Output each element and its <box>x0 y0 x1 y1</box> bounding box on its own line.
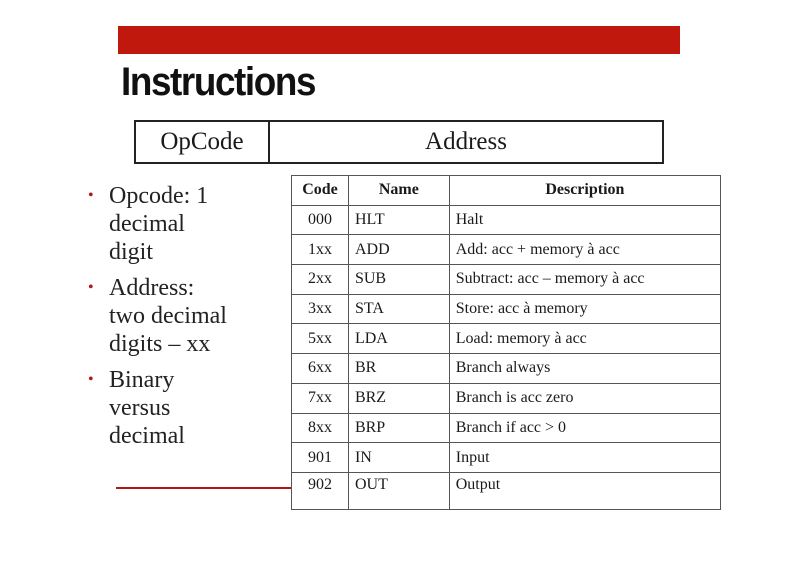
bullet-text: Binary versus decimal <box>109 367 185 449</box>
cell-name: SUB <box>348 265 449 295</box>
header-description: Description <box>449 176 720 206</box>
bullet-text: Opcode: 1 decimal digit <box>109 183 209 265</box>
format-opcode-cell: OpCode <box>136 122 270 162</box>
table-row <box>292 413 721 443</box>
cell-name: OUT <box>348 472 449 509</box>
cell-description: Branch if acc > 0 <box>449 413 720 443</box>
cell-code: 6xx <box>292 354 349 384</box>
bullet-dot-icon: • <box>88 187 94 204</box>
table-row <box>292 354 721 384</box>
cell-description: Store: acc à memory <box>449 294 720 324</box>
instruction-table <box>291 175 721 510</box>
slide-title: Instructions <box>121 60 316 104</box>
cell-code: 8xx <box>292 413 349 443</box>
table-row <box>292 443 721 473</box>
cell-description: Add: acc + memory à acc <box>449 235 720 265</box>
cell-code: 1xx <box>292 235 349 265</box>
bullet-item <box>88 274 288 358</box>
cell-description: Output <box>449 472 720 509</box>
table-row <box>292 205 721 235</box>
cell-name: ADD <box>348 235 449 265</box>
bullet-item <box>88 366 288 450</box>
cell-code: 000 <box>292 205 349 235</box>
bullet-text: Address: two decimal digits – xx <box>109 275 227 357</box>
format-address-cell: Address <box>425 128 507 155</box>
title-accent-bar <box>118 26 680 54</box>
table-row <box>292 383 721 413</box>
table-row <box>292 472 721 509</box>
cell-code: 7xx <box>292 383 349 413</box>
header-name: Name <box>348 176 449 206</box>
table-row <box>292 294 721 324</box>
bullet-dot-icon: • <box>88 279 94 296</box>
cell-code: 5xx <box>292 324 349 354</box>
cell-description: Subtract: acc – memory à acc <box>449 265 720 295</box>
cell-description: Branch always <box>449 354 720 384</box>
cell-code: 902 <box>292 472 349 509</box>
table-row <box>292 324 721 354</box>
cell-description: Halt <box>449 205 720 235</box>
cell-name: BRZ <box>348 383 449 413</box>
cell-code: 901 <box>292 443 349 473</box>
cell-description: Load: memory à acc <box>449 324 720 354</box>
cell-name: LDA <box>348 324 449 354</box>
table-header-row <box>292 176 721 206</box>
bullet-item <box>88 182 288 266</box>
cell-name: STA <box>348 294 449 324</box>
table-row <box>292 235 721 265</box>
cell-description: Branch is acc zero <box>449 383 720 413</box>
bullet-list <box>88 182 288 458</box>
header-code: Code <box>292 176 349 206</box>
table-row <box>292 265 721 295</box>
cell-description: Input <box>449 443 720 473</box>
cell-name: BR <box>348 354 449 384</box>
cell-name: HLT <box>348 205 449 235</box>
divider-line <box>116 487 292 489</box>
bullet-dot-icon: • <box>88 371 94 388</box>
cell-code: 2xx <box>292 265 349 295</box>
cell-code: 3xx <box>292 294 349 324</box>
cell-name: IN <box>348 443 449 473</box>
instruction-format-box <box>134 120 664 164</box>
cell-name: BRP <box>348 413 449 443</box>
